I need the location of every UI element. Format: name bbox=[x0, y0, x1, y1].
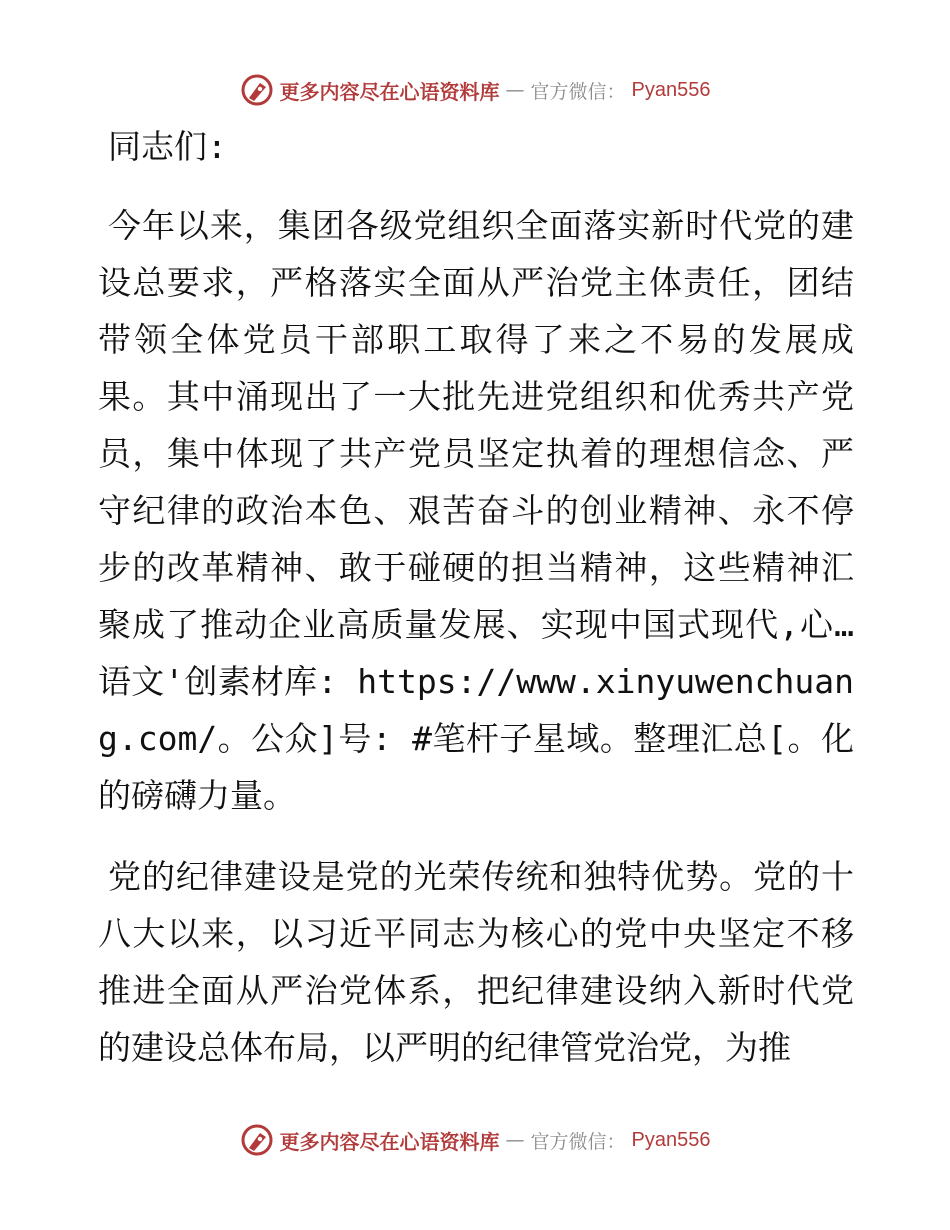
banner-official-label: 官方微信： bbox=[530, 1130, 626, 1153]
paragraph-2: 党的纪律建设是党的光荣传统和独特优势。党的十八大以来，以习近平同志为核心的党中央坚定不移推进全面从严治党体系，把纪律建设纳入新时代党的建设总体布局，以严明的纪律管党治党，为推 bbox=[98, 857, 854, 1067]
banner-brand-text: 更多内容尽在心语资料库 bbox=[279, 1129, 500, 1154]
paragraph-1: 今年以来，集团各级党组织全面落实新时代党的建设总要求，严格落实全面从严治党主体责任，团结带领全体党员干部职工取得了来之不易的发展成果。其中涌现出了一大批先进党组织和优秀共产党员，集中体现了共产党员坚定执着的理想信念、严守纪律的政治本色、艰苦奋斗的创业精神、永不停步的改革精神、敢于碰硬的担当精神，这些精神汇聚成了推动企业高质量发展、实现中国式现代,心…语文'创素材库: https://www.xinyuwenchuang.com/。公众]号: #笔杆子星域。整理汇总[。化的磅礴力量。 bbox=[98, 206, 854, 815]
banner-brand-text: 更多内容尽在心语资料库 bbox=[279, 79, 500, 104]
footer-watermark-banner bbox=[0, 1120, 950, 1160]
banner-dash: — bbox=[505, 79, 525, 101]
banner-dash: — bbox=[505, 1129, 525, 1151]
banner-wechat-id: Pyan556 bbox=[631, 1128, 711, 1151]
pen-nib-logo-icon bbox=[240, 73, 274, 107]
banner-official-label: 官方微信： bbox=[530, 80, 626, 103]
greeting: 同志们: bbox=[108, 127, 227, 166]
pen-nib-logo-icon bbox=[240, 1123, 274, 1157]
document-body bbox=[98, 118, 854, 1100]
header-watermark-banner bbox=[0, 70, 950, 110]
banner-wechat-id: Pyan556 bbox=[631, 78, 711, 101]
